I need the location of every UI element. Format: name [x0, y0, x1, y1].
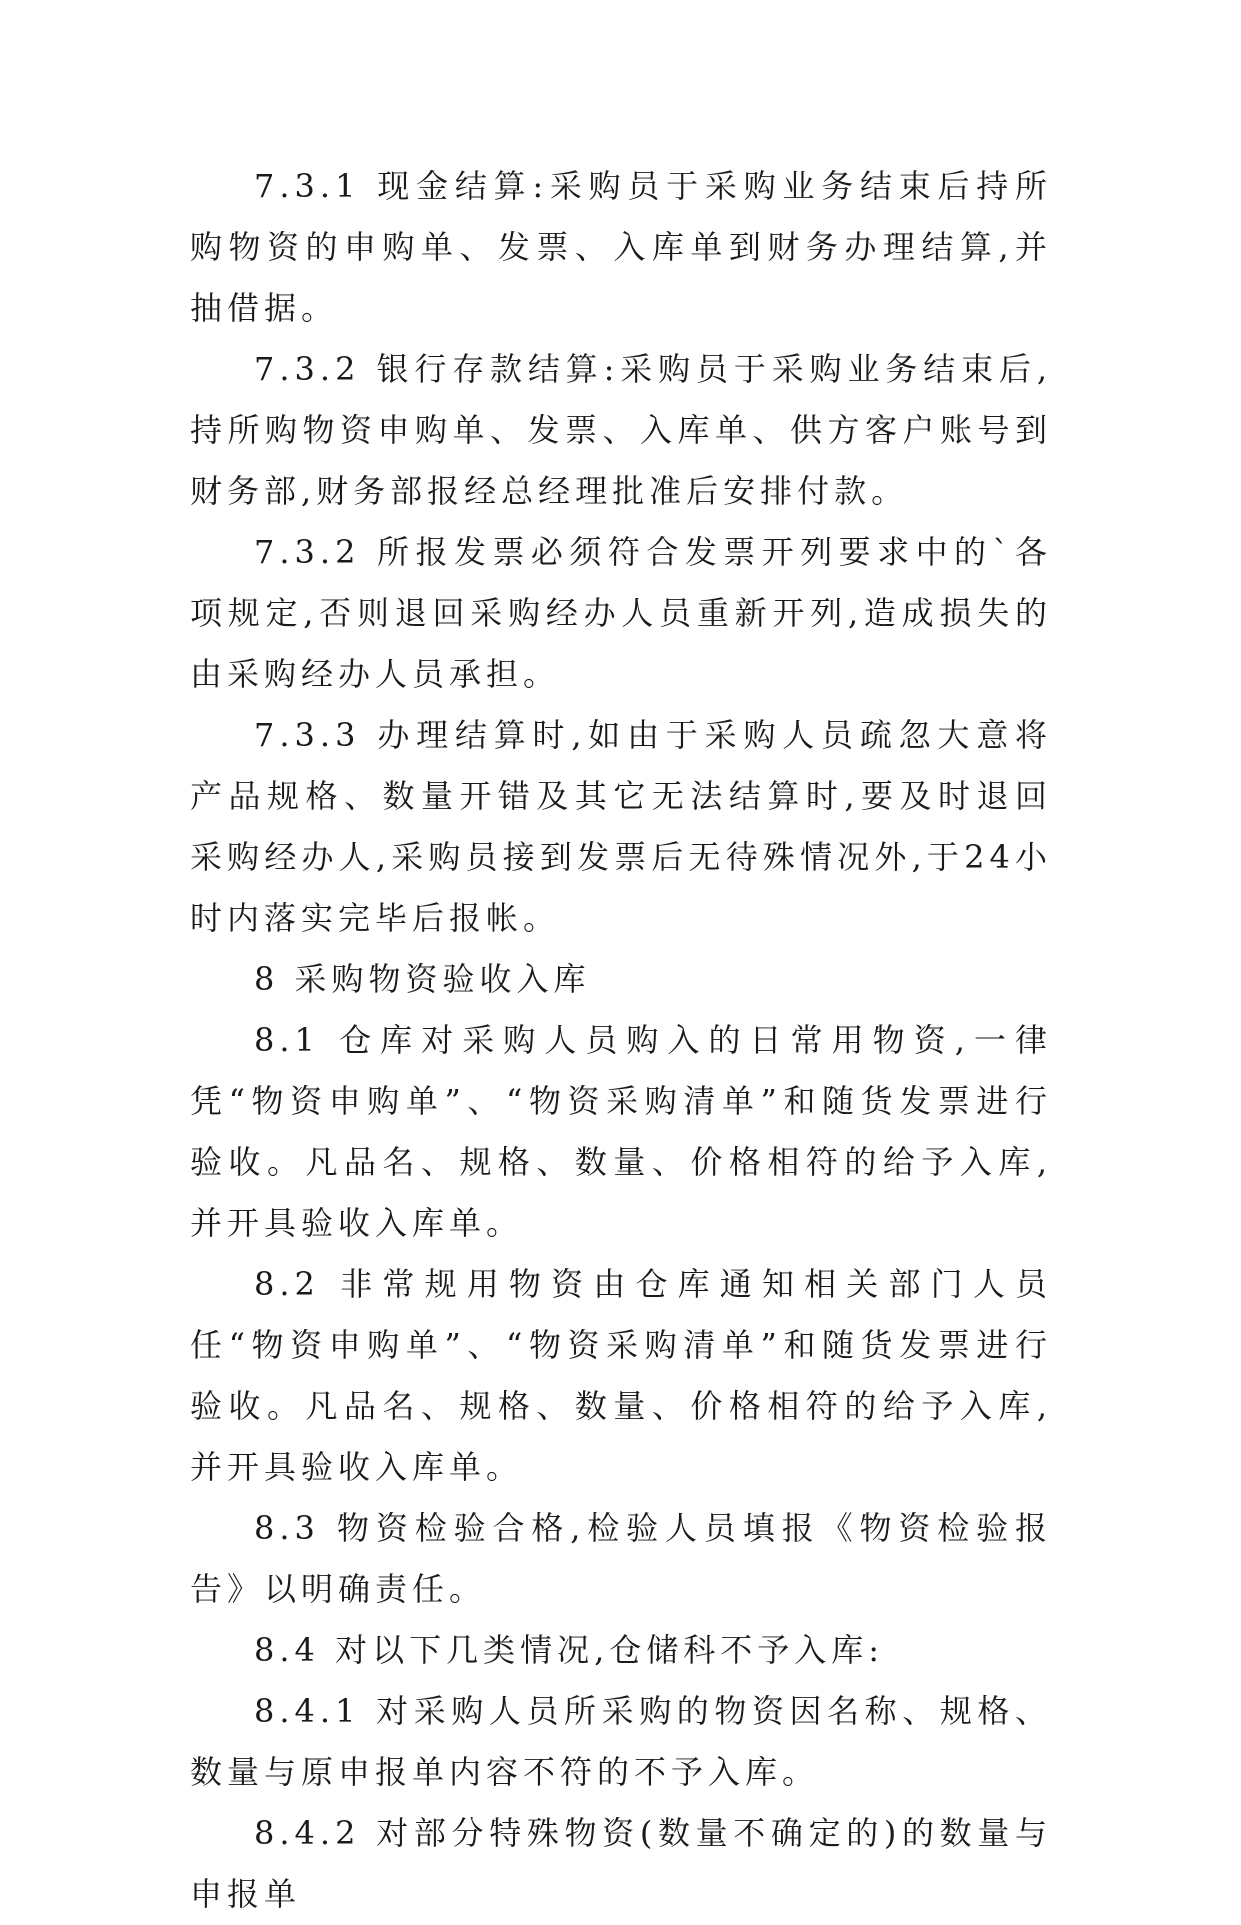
- paragraph-7-3-2-invoice: 7.3.2 所报发票必须符合发票开列要求中的`各项规定,否则退回采购经办人员重新开列,造成损失的由采购经办人员承担。: [190, 533, 1052, 693]
- section-heading-8: 8 采购物资验收入库: [254, 960, 591, 998]
- paragraph-8-4-1: 8.4.1 对采购人员所采购的物资因名称、规格、数量与原申报单内容不符的不予入库。: [190, 1692, 1052, 1791]
- paragraph-7-3-3: 7.3.3 办理结算时,如由于采购人员疏忽大意将产品规格、数量开错及其它无法结算时,要及时退回采购经办人,采购员接到发票后无待殊情况外,于24小时内落实完毕后报帐。: [190, 716, 1052, 937]
- document-body: [190, 156, 1052, 1925]
- paragraph-7-3-1: 7.3.1 现金结算:采购员于采购业务结束后持所购物资的申购单、发票、入库单到财务办理结算,并抽借据。: [190, 167, 1052, 327]
- paragraph-8-2: 8.2 非常规用物资由仓库通知相关部门人员任“物资申购单”、“物资采购清单”和随货发票进行验收。凡品名、规格、数量、价格相符的给予入库,并开具验收入库单。: [190, 1265, 1052, 1486]
- paragraph-7-3-2-bank: 7.3.2 银行存款结算:采购员于采购业务结束后,持所购物资申购单、发票、入库单、供方客户账号到财务部,财务部报经总经理批准后安排付款。: [190, 350, 1052, 510]
- paragraph-8-3: 8.3 物资检验合格,检验人员填报《物资检验报告》以明确责任。: [190, 1509, 1052, 1608]
- paragraph-8-1: 8.1 仓库对采购人员购入的日常用物资,一律凭“物资申购单”、“物资采购清单”和随货发票进行验收。凡品名、规格、数量、价格相符的给予入库,并开具验收入库单。: [190, 1021, 1052, 1242]
- paragraph-8-4-2: 8.4.2 对部分特殊物资(数量不确定的)的数量与申报单: [190, 1814, 1052, 1913]
- paragraph-8-4: 8.4 对以下几类情况,仓储科不予入库:: [254, 1631, 885, 1669]
